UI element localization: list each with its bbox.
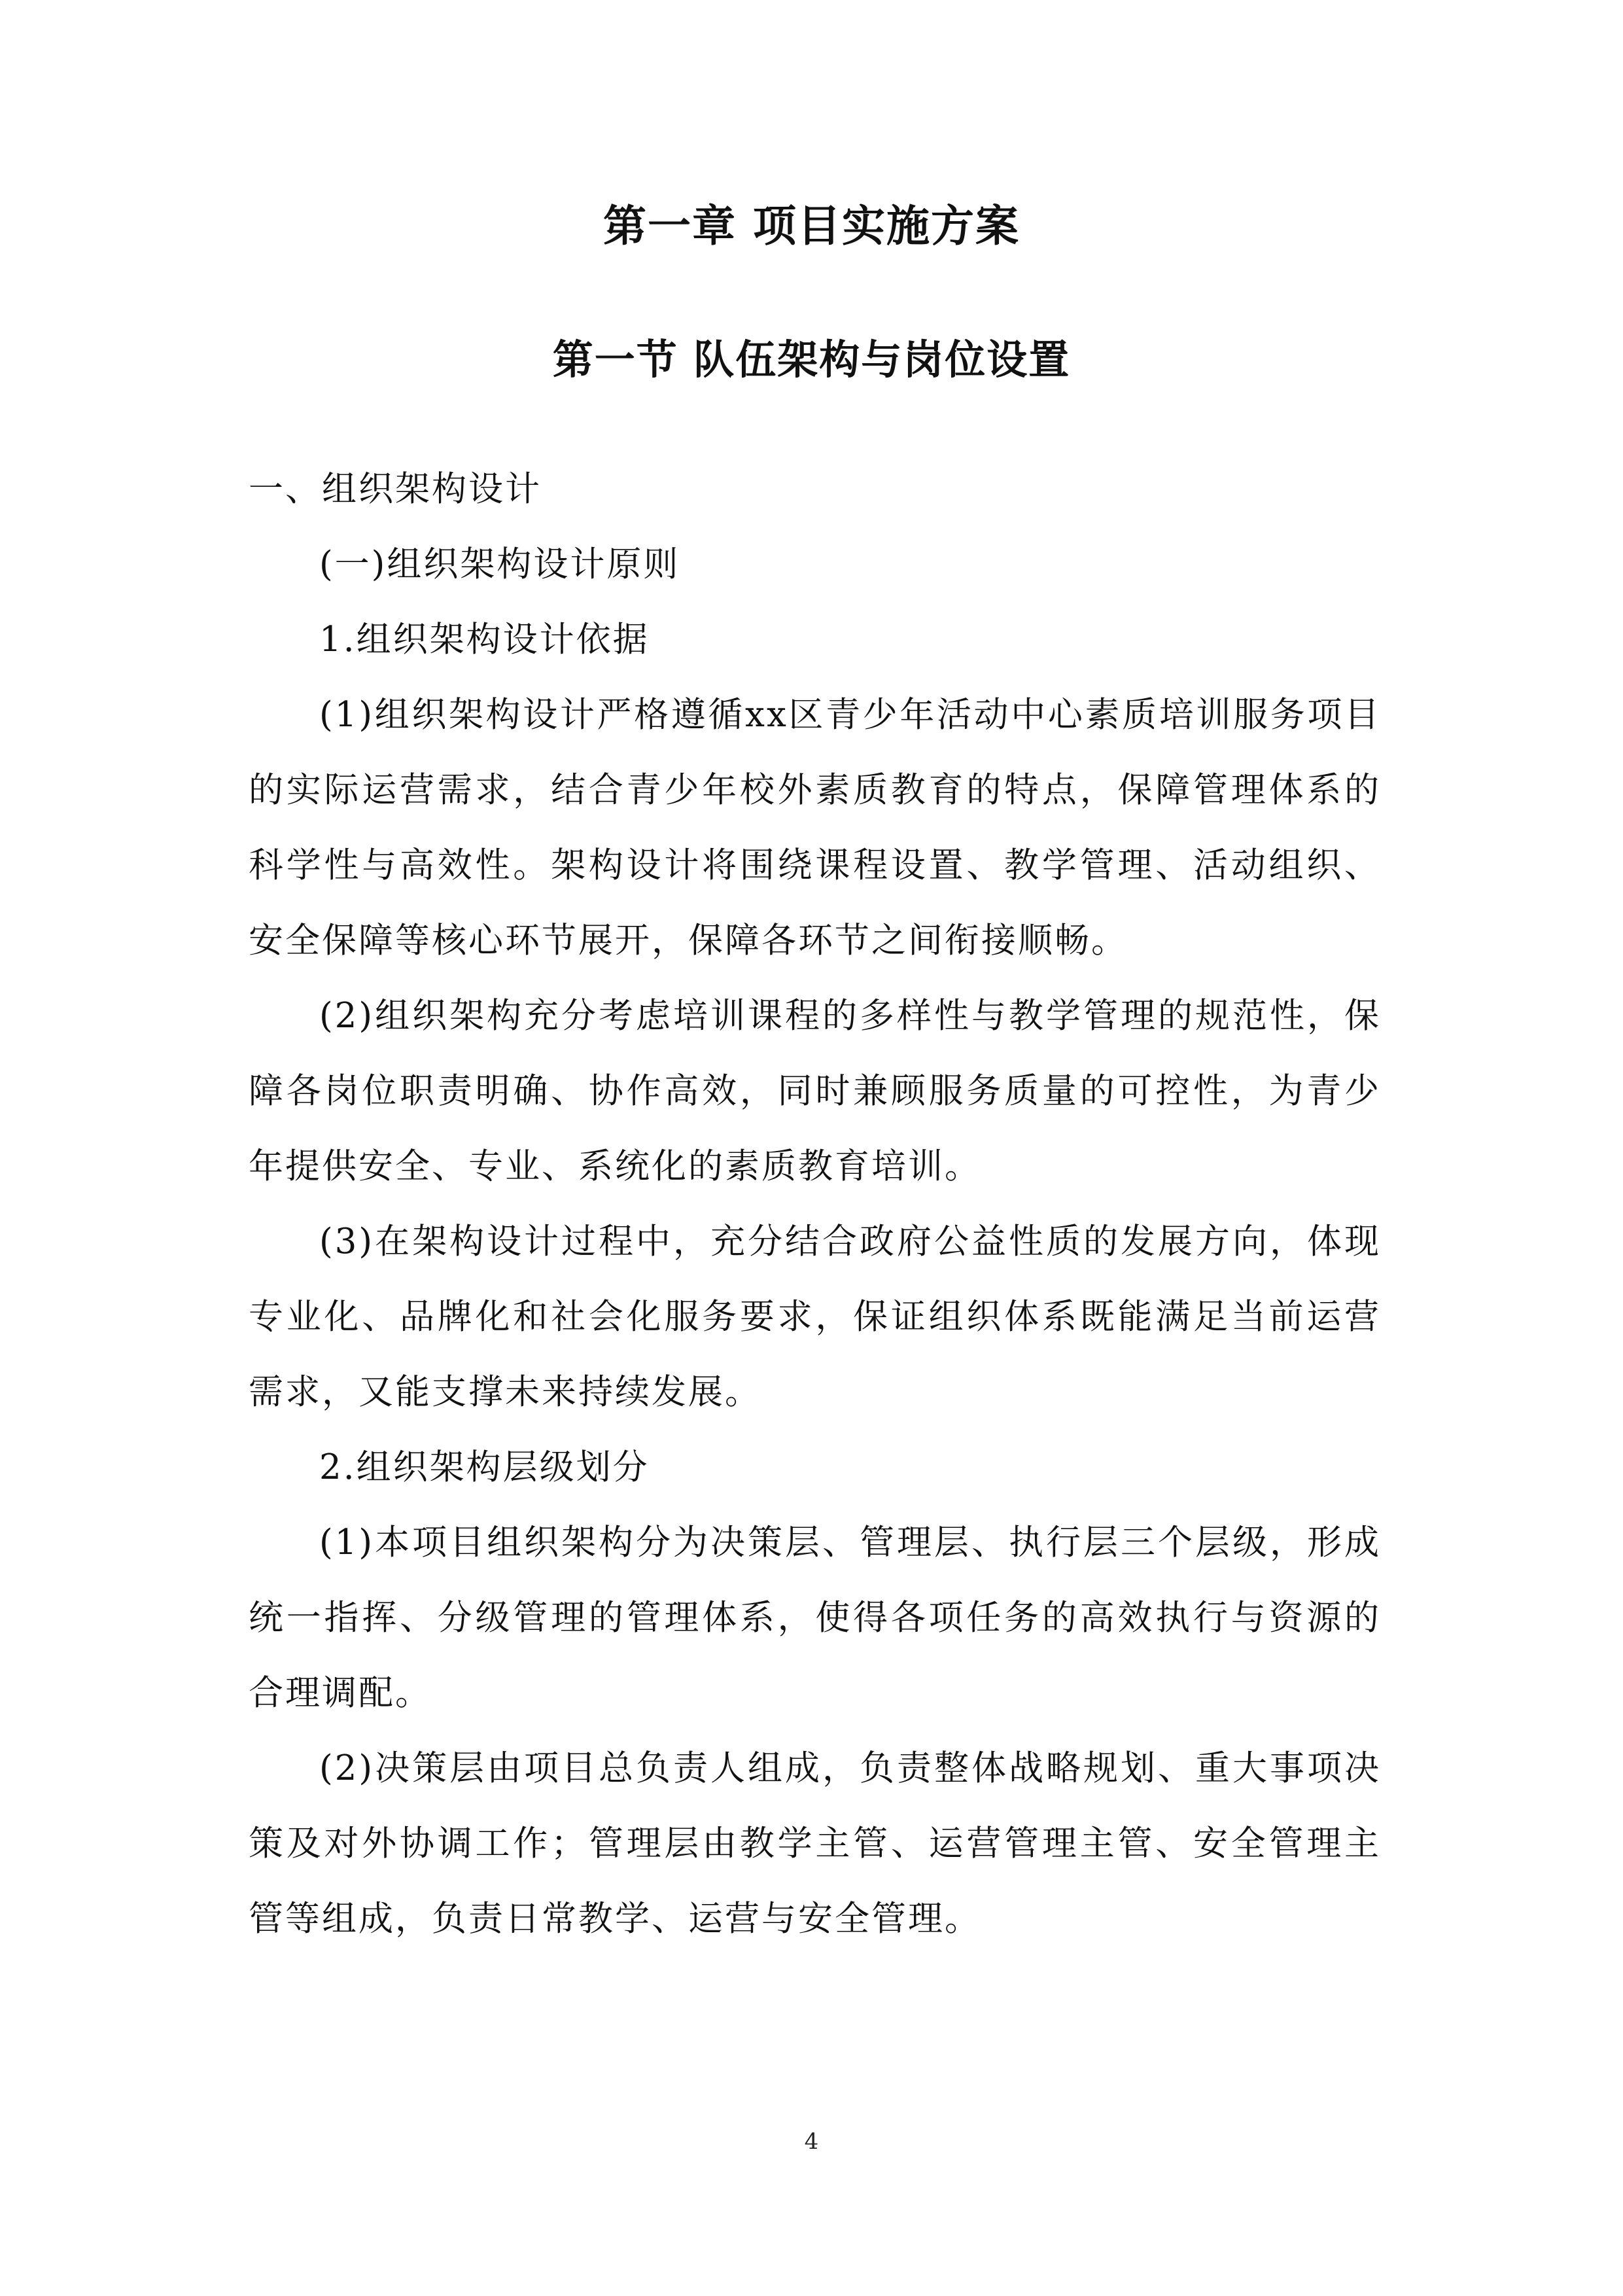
heading-level-3: 2.组织架构层级划分 [319,1447,650,1487]
body-paragraph: (1)组织架构设计严格遵循xx区青少年活动中心素质培训服务项目的实际运营需求，结合青少年校外素质教育的特点，保障管理体系的科学性与高效性。架构设计将围绕课程设置、教学管理、活动组织、安全保障等核心环节展开，保障各环节之间衔接顺畅。 [249,695,1381,961]
document-body [249,451,1381,1956]
body-paragraph: (3)在架构设计过程中，充分结合政府公益性质的发展方向，体现专业化、品牌化和社会化服务要求，保证组织体系既能满足当前运营需求，又能支撑未来持续发展。 [249,1222,1381,1412]
body-paragraph: (1)本项目组织架构分为决策层、管理层、执行层三个层级，形成统一指挥、分级管理的管理体系，使得各项任务的高效执行与资源的合理调配。 [249,1523,1381,1713]
body-paragraph: (2)决策层由项目总负责人组成，负责整体战略规划、重大事项决策及对外协调工作；管理层由教学主管、运营管理主管、安全管理主管等组成，负责日常教学、运营与安全管理。 [249,1748,1381,1939]
heading-level-3: 1.组织架构设计依据 [319,620,650,660]
chapter-title: 第一章 项目实施方案 [603,201,1020,251]
body-paragraph: (2)组织架构充分考虑培训课程的多样性与教学管理的规范性，保障各岗位职责明确、协作高效，同时兼顾服务质量的可控性，为青少年提供安全、专业、系统化的素质教育培训。 [249,996,1381,1186]
heading-level-1: 一、组织架构设计 [249,469,542,509]
page-number: 4 [804,2128,819,2155]
heading-level-2: (一)组织架构设计原则 [319,544,680,584]
section-title: 第一节 队伍架构与岗位设置 [552,336,1071,383]
